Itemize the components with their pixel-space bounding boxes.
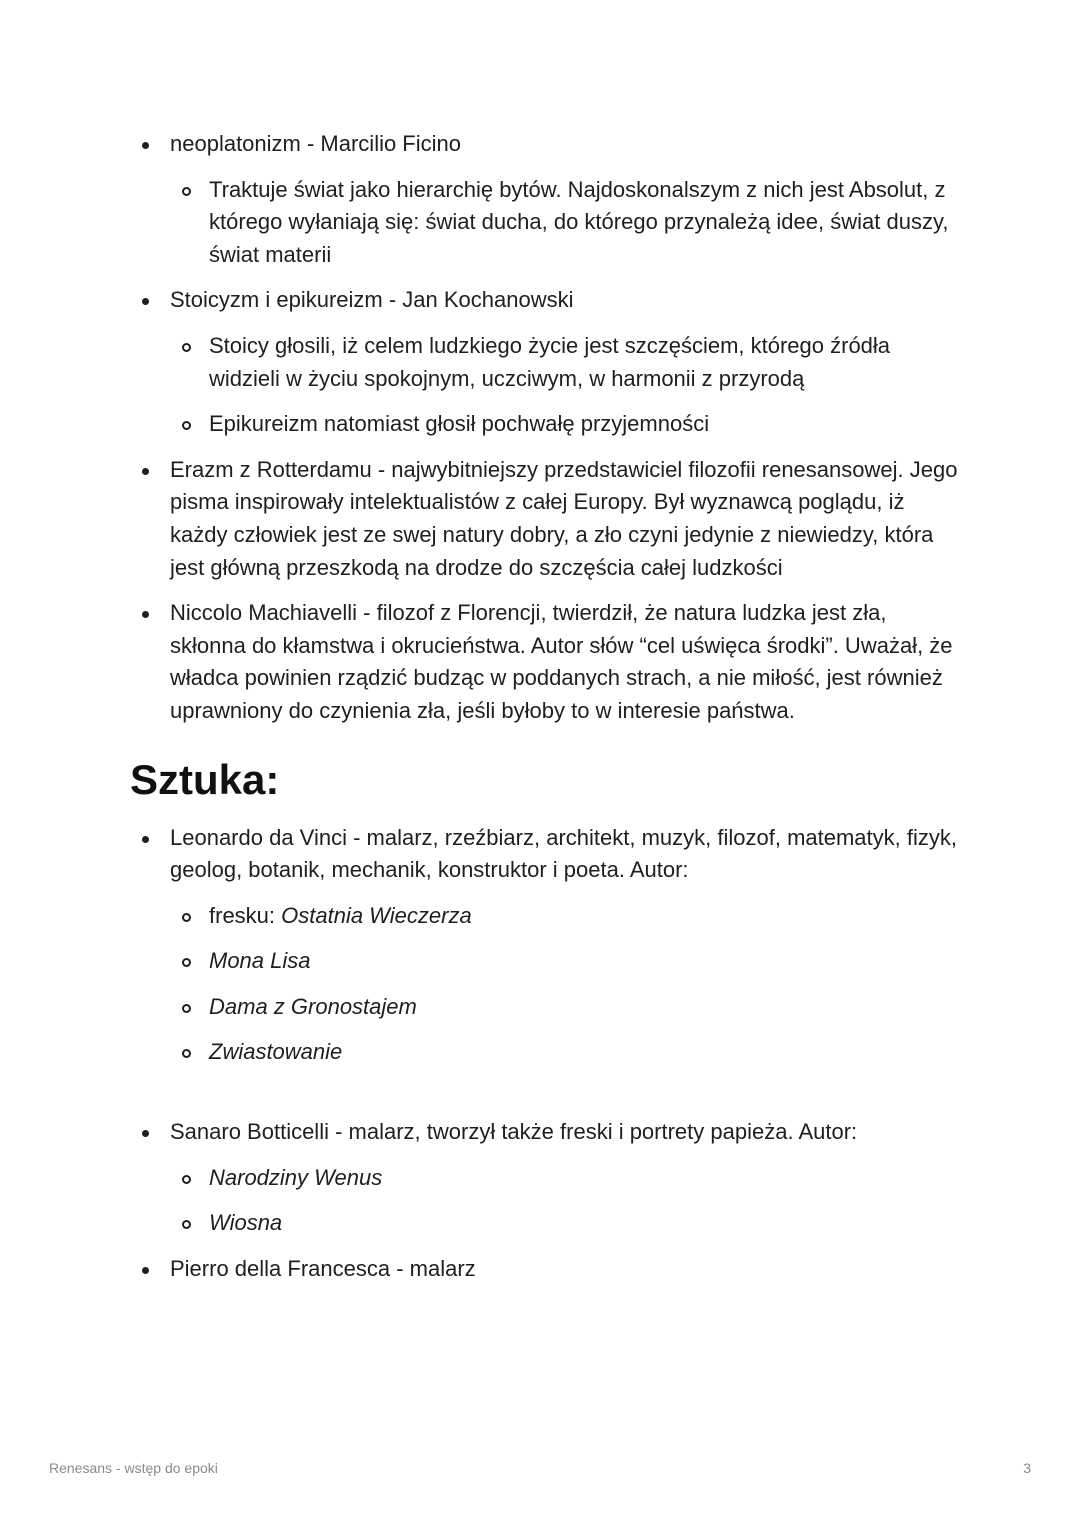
artwork-title: Dama z Gronostajem [209,993,417,1019]
artwork-title: Zwiastowanie [209,1039,343,1065]
sub-list-item [170,900,960,933]
fresco-prefix: fresku: [209,902,282,928]
list-item: Niccolo Machiavelli - filozof z Florencji, twierdził, że natura ludzka jest zła, skłonna do kłamstwa i okrucieństwa. Autor słów “cel uświęca środki”. Uważał, że władca powinien rządzić budząc w poddanych strach, a nie miłość, jest również uprawniony do czynienia zła, jeśli byłoby to w interesie państwa. [130,597,960,727]
sub-list-item: Epikureizm natomiast głosił pochwałę przyjemności [170,408,960,441]
spacer [170,1069,960,1103]
sub-list-item: Traktuje świat jako hierarchię bytów. Najdoskonalszym z nich jest Absolut, z którego wyłaniają się: świat ducha, do którego przynależą idee, świat duszy, świat materii [170,174,960,272]
list-item [130,1116,960,1240]
list-item [130,284,960,440]
list-item [130,128,960,271]
list-item-text: neoplatonizm - Marcilio Ficino [170,131,461,156]
sub-list-item [170,1036,960,1069]
artwork-title: Narodziny Wenus [209,1164,383,1190]
sub-list-item [170,991,960,1024]
list-item-text: Stoicyzm i epikureizm - Jan Kochanowski [170,287,574,313]
sub-list [170,330,960,441]
sub-list [170,174,960,272]
sub-list-item [170,945,960,978]
art-list [130,822,960,1286]
list-item [130,822,960,1104]
page-number: 3 [1023,1460,1031,1476]
sub-list-item: Stoicy głosili, iż celem ludzkiego życie jest szczęściem, którego źródła widzieli w życiu spokojnym, uczciwym, w harmonii z przyrodą [170,330,960,395]
artwork-title: Mona Lisa [209,948,311,974]
sub-list-item [170,1207,960,1240]
list-item: Pierro della Francesca - malarz [130,1253,960,1286]
artwork-title: Ostatnia Wieczerza [281,902,472,928]
footer-title: Renesans - wstęp do epoki [49,1460,218,1476]
section-heading-art: Sztuka: [130,755,280,803]
philosophy-list [130,128,960,728]
list-item-text: Sanaro Botticelli - malarz, tworzył także freski i portrety papieża. Autor: [170,1119,858,1145]
sub-list-item [170,1162,960,1195]
sub-list [170,1162,960,1240]
list-item: Erazm z Rotterdamu - najwybitniejszy przedstawiciel filozofii renesansowej. Jego pisma inspirowały intelektualistów z całej Europy. Był wyznawcą poglądu, iż każdy człowiek jest ze swej natury dobry, a zło czyni jedynie z niewiedzy, która jest główną przeszkodą na drodze do szczęścia całej ludzkości [130,454,960,584]
sub-list [170,900,960,1069]
page-content [130,128,960,1298]
artwork-title: Wiosna [209,1210,283,1236]
list-item-text: Leonardo da Vinci - malarz, rzeźbiarz, architekt, muzyk, filozof, matematyk, fizyk, geolog, botanik, mechanik, konstruktor i poeta. Autor: [170,824,957,883]
